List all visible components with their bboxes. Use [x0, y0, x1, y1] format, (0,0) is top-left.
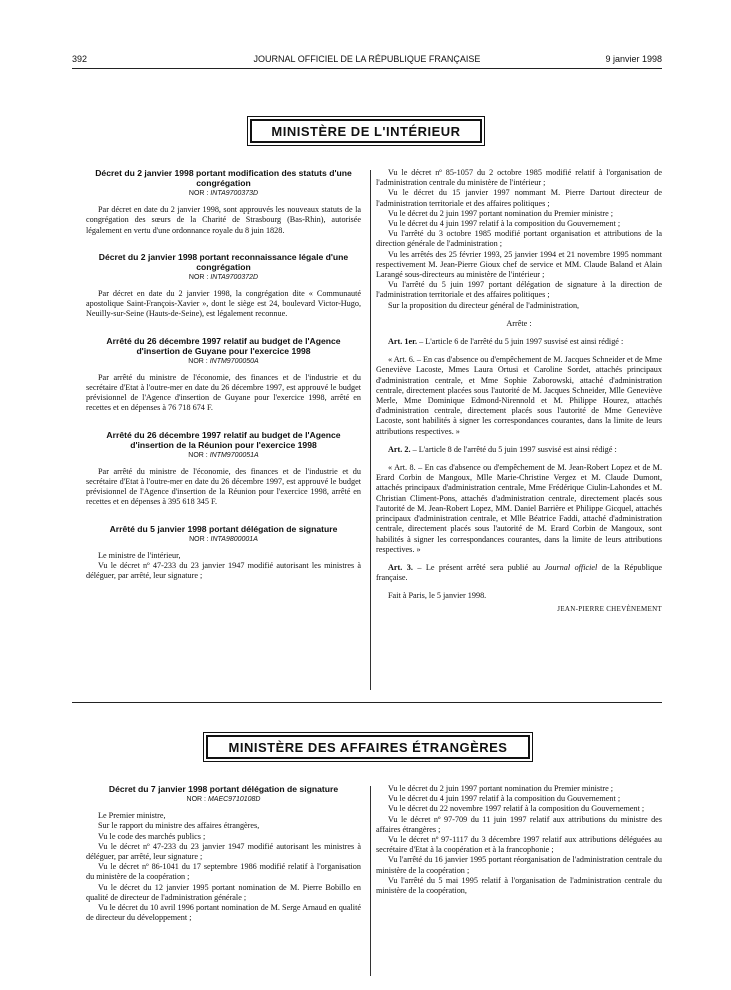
nor-reference: NOR : INTM9700051A: [188, 451, 259, 459]
arrete-title: Arrêté du 26 décembre 1997 relatif au budget de l'Agence d'insertion de la Réunion pour l'exercice 1998: [106, 429, 341, 450]
section1-right-column: [376, 168, 662, 614]
visa-text: Vu les arrêtés des 25 février 1993, 25 janvier 1994 et 21 novembre 1995 nommant respectivement M. Jean-Pierre Gioux chef de service et MM. Claude Baland et Alain Larangé sous-directeurs au ministère de l'intérieur ;: [376, 249, 662, 280]
visa-text: Vu le décret nº 97-1117 du 3 décembre 1997 relatif aux attributions déléguées au secrétaire d'Etat à la coopération et à la francophonie ;: [376, 835, 662, 855]
decree-text: Par décret en date du 2 janvier 1998, sont approuvés les nouveaux statuts de la congrégation des sœurs de la Charité de Strasbourg (Bas-Rhin), autorisée légalement en vertu d'une ordonnance royale du 8 juin 1828.: [86, 205, 361, 235]
arrete-text: Vu le décret nº 47-233 du 23 janvier 1947 modifié autorisant les ministres à déléguer, par arrêté, leur signature ;: [86, 561, 361, 581]
decree-title: Décret du 2 janvier 1998 portant reconnaissance légale d'une congrégation: [98, 251, 349, 272]
decree-title: Décret du 7 janvier 1998 portant délégation de signature: [108, 784, 339, 794]
column-separator: [370, 170, 371, 690]
decree-text: Par décret en date du 2 janvier 1998, la congrégation dite « Communauté apostolique Saint-François-Xavier », dont le siège est 24, boulevard Victor-Hugo, Neuilly-sur-Seine (Hauts-de-Seine), est légalement reconnue.: [86, 289, 361, 319]
arrete-text: Par arrêté du ministre de l'économie, des finances et de l'industrie et du secrétaire d'Etat à l'outre-mer en date du 26 décembre 1997, est approuvé le budget prévisionnel de l'Agence d'insertion de la Réunion pour l'exercice 1998, arrêté en recettes et en dépenses à 395 618 345 F.: [86, 466, 361, 507]
nor-reference: NOR : INTA9700373D: [188, 190, 259, 197]
visa-text: Vu le décret du 4 juin 1997 relatif à la composition du Gouvernement ;: [388, 794, 621, 804]
nor-reference: NOR : MAEC9710108D: [186, 796, 261, 803]
visa-text: Vu le décret du 4 juin 1997 relatif à la composition du Gouvernement ;: [388, 219, 621, 229]
visa-text: Sur la proposition du directeur général de l'administration,: [388, 300, 580, 310]
article-1: Art. 1er. – L'article 6 de l'arrêté du 5 juin 1997 susvisé est ainsi rédigé :: [388, 337, 624, 347]
visa-text: Vu l'arrêté du 16 janvier 1995 portant réorganisation de l'administration centrale du ministère de la coopération ;: [376, 855, 662, 875]
visa-text: Vu le décret du 2 juin 1997 portant nomination du Premier ministre ;: [388, 208, 614, 218]
arrete-title: Arrêté du 26 décembre 1997 relatif au budget de l'Agence d'insertion de Guyane pour l'exercice 1998: [106, 335, 341, 356]
visa-text: Vu le décret du 22 novembre 1997 relatif à la composition du Gouvernement ;: [388, 804, 645, 814]
section2-left-column: [86, 784, 361, 923]
ministry-box-affaires-etrangeres: [203, 732, 533, 762]
visa-text: Vu le décret du 2 juin 1997 portant nomination du Premier ministre ;: [388, 784, 614, 793]
article-8-text: « Art. 8. – En cas d'absence ou d'empêchement de M. Jean-Robert Lopez et de M. Erard Corbin de Mangoux, Mlle Marie-Christine Vergez et M. Claude Dumont, attachés principaux d'administration centrale, Mme Frédérique Ciulin-Lahondes et M. Christian Climent-Pons, attachés d'administration centrale, directement placés sous l'autorité de M. Jean-Robert Lopez, MM. Daniel Barrière et Philippe Gicquel, attachés principaux d'administration centrale, et Mlle Béatrice Faddi, attaché d'administration centrale, directement placés sous l'autorité de M. Erard Corbin de Mangoux, sont habilités à signer les correspondances courantes, dans la limite de leurs attributions respectives. »: [376, 463, 662, 554]
decree-text: Vu le décret nº 47-233 du 23 janvier 1947 modifié autorisant les ministres à déléguer, par arrêté, leur signature ;: [86, 841, 361, 862]
decree-text: Sur le rapport du ministre des affaires étrangères,: [98, 821, 260, 831]
section2-right-column: [376, 784, 662, 896]
arrete-title: Arrêté du 5 janvier 1998 portant délégation de signature: [109, 523, 338, 534]
ministry-title: MINISTÈRE DE L'INTÉRIEUR: [250, 119, 482, 143]
decree-text: Vu le décret du 12 janvier 1995 portant nomination de M. Pierre Bobillo en qualité de directeur de l'administration générale ;: [86, 882, 361, 902]
ministry-title: MINISTÈRE DES AFFAIRES ÉTRANGÈRES: [206, 735, 530, 759]
visa-text: Vu l'arrêté du 5 mai 1995 relatif à l'organisation de l'administration centrale du ministère de la coopération,: [376, 875, 662, 896]
decree-text: Vu le code des marchés publics ;: [98, 831, 206, 841]
section1-left-column: [86, 168, 361, 581]
article-6-text: « Art. 6. – En cas d'absence ou d'empêchement de M. Jacques Schneider et de Mme Geneviève Lacoste, Mmes Laura Ortusi et Caroline Sordet, attachés principaux d'administration centrale, et Mme Sophie Zaborowski, attaché d'administration centrale, directement placées sous l'autorité de M. Jacques Schneider, Mlle Geneviève Merle, Mme Dominique Edmond-Nirennold et M. Philippe Hourez, attachés d'administration centrale, directement placés sous l'autorité de Mme Geneviève Lacoste, sont habilités à signer les correspondances courantes, dans la limite de leurs attributions respectives. »: [376, 355, 662, 436]
page-number: 392: [72, 54, 88, 64]
fait-a-paris: Fait à Paris, le 5 janvier 1998.: [388, 591, 487, 601]
decree-text: Le Premier ministre,: [98, 811, 166, 821]
arrete-heading: Arrête :: [506, 318, 532, 328]
nor-reference: NOR : INTA9700372D: [188, 273, 259, 281]
ministry-box-interieur: [247, 116, 485, 146]
visa-text: Vu l'arrêté du 3 octobre 1985 modifié portant organisation et attributions de la direction générale de l'administration ;: [376, 229, 662, 249]
visa-text: Vu le décret nº 97-709 du 11 juin 1997 relatif aux attributions du ministre des affaires étrangères ;: [376, 814, 662, 834]
decree-text: Vu le décret du 10 avril 1996 portant nomination de M. Serge Arnaud en qualité de directeur du développement ;: [86, 903, 361, 923]
column-separator: [370, 786, 371, 976]
arrete-text: Par arrêté du ministre de l'économie, des finances et de l'industrie et du secrétaire d'Etat à l'outre-mer en date du 26 décembre 1997, est approuvé le budget prévisionnel de l'Agence d'insertion de Guyane pour l'exercice 1998, arrêté en recettes et en dépenses à 76 718 674 F.: [86, 372, 361, 413]
decree-title: Décret du 2 janvier 1998 portant modification des statuts d'une congrégation: [95, 168, 352, 188]
nor-reference: NOR : INTA9800001A: [189, 535, 258, 543]
page-header: [72, 54, 662, 68]
journal-title: JOURNAL OFFICIEL DE LA RÉPUBLIQUE FRANÇAISE: [253, 54, 481, 64]
issue-date: 9 janvier 1998: [605, 54, 662, 64]
decree-text: Vu le décret nº 86-1041 du 17 septembre 1986 modifié relatif à l'organisation du ministère de la coopération ;: [86, 862, 361, 882]
visa-text: Vu le décret nº 85-1057 du 2 octobre 1985 modifié relatif à l'organisation de l'administration centrale du ministère de l'intérieur ;: [376, 168, 662, 188]
signature: JEAN-PIERRE CHEVÈNEMENT: [557, 604, 662, 613]
article-2: Art. 2. – L'article 8 de l'arrêté du 5 juin 1997 susvisé est ainsi rédigé :: [388, 444, 617, 454]
arrete-text: Le ministre de l'intérieur,: [98, 550, 181, 560]
header-rule: [72, 68, 662, 69]
visa-text: Vu l'arrêté du 5 juin 1997 portant délégation de signature à la direction de l'administration territoriale et des affaires politiques ;: [376, 280, 662, 300]
article-3: Art. 3. – Le présent arrêté sera publié au Journal officiel de la République française.: [376, 562, 662, 583]
section-divider: [72, 702, 662, 703]
visa-text: Vu le décret du 15 janvier 1997 nommant M. Pierre Dartout directeur de l'administration territoriale et des affaires politiques ;: [376, 188, 662, 208]
nor-reference: NOR : INTM9700050A: [188, 357, 259, 365]
